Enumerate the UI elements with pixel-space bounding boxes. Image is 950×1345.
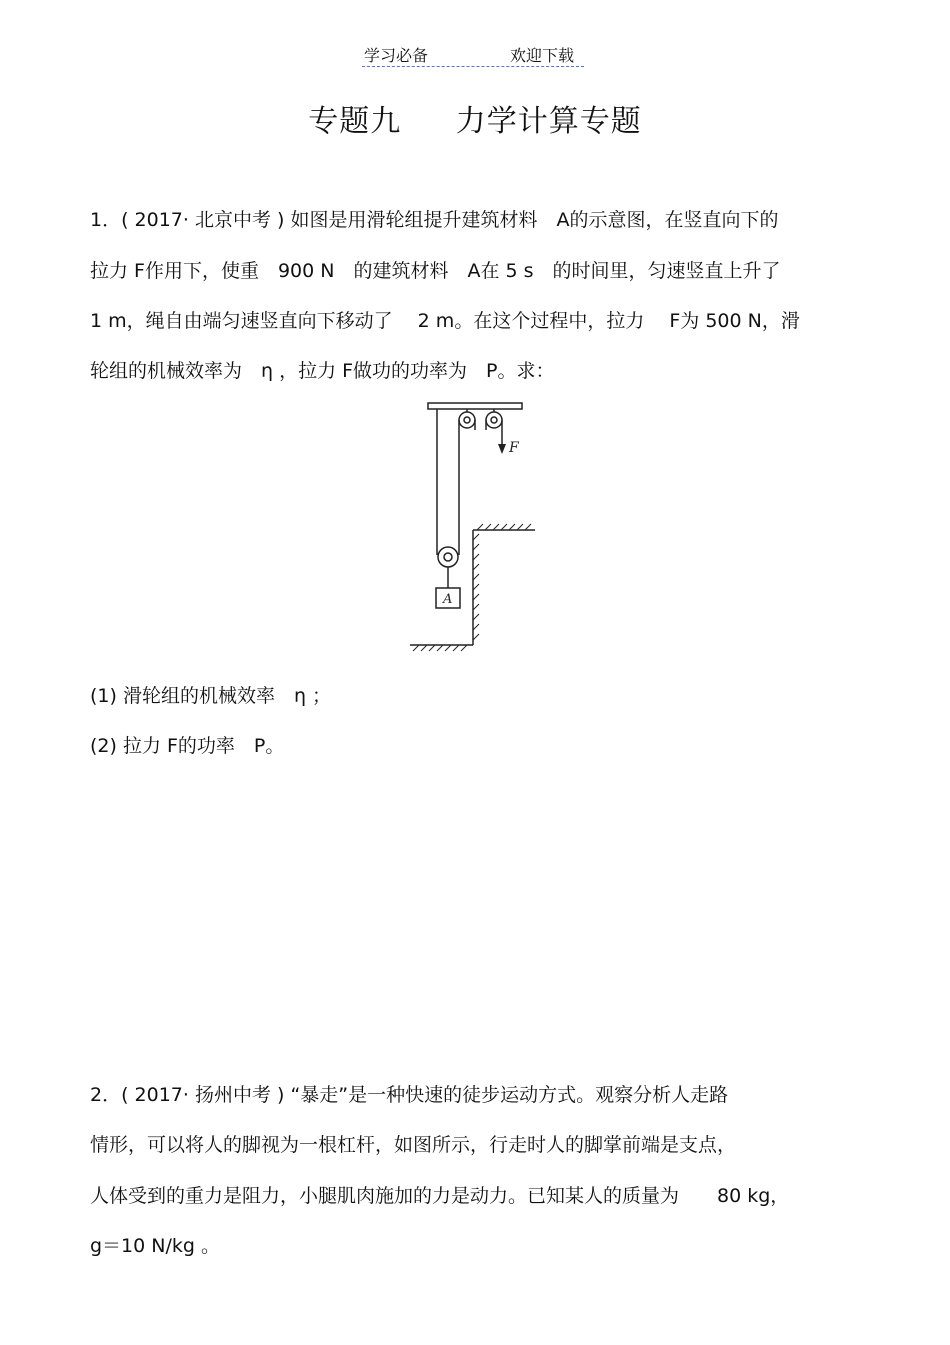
q1-line-1: 1．( 2017· 北京中考 ) 如图是用滑轮组提升建筑材料 A的示意图，在竖直向下的 xyxy=(90,209,779,231)
q2-line-3: 人体受到的重力是阻力，小腿肌肉施加的力是动力。已知某人的质量为 80 kg， xyxy=(90,1185,790,1207)
header-right-text: 欢迎下载 xyxy=(510,46,575,65)
q1-line-3: 1 m，绳自由端匀速竖直向下移动了 2 m。在这个过程中，拉力 F为 500 N，滑 xyxy=(90,310,800,332)
block-label: A xyxy=(443,592,453,607)
q2-line-1: 2．( 2017· 扬州中考 ) “暴走”是一种快速的徒步运动方式。观察分析人走路 xyxy=(90,1084,729,1106)
q1-line-4: 轮组的机械效率为 η ，拉力 F做功的功率为 P。求： xyxy=(90,360,555,382)
movable-pulley xyxy=(438,547,458,567)
fixed-pulley-2 xyxy=(486,412,502,428)
fixed-pulley-1 xyxy=(459,412,475,428)
force-label: F xyxy=(509,440,519,456)
force-arrow xyxy=(498,444,506,454)
title-part-1: 专题九 xyxy=(308,104,402,139)
ceiling-beam xyxy=(428,403,522,409)
pulley-diagram xyxy=(405,400,545,655)
q2-line-2: 情形，可以将人的脚视为一根杠杆，如图所示，行走时人的脚掌前端是支点， xyxy=(90,1134,737,1156)
title-part-2: 力学计算专题 xyxy=(455,104,642,139)
q1-sub-1: (1) 滑轮组的机械效率 η ； xyxy=(90,685,332,707)
page-title xyxy=(0,96,950,140)
header-left-text: 学习必备 xyxy=(364,46,429,65)
q1-sub-2: (2) 拉力 F的功率 P。 xyxy=(90,735,285,757)
q1-line-2: 拉力 F作用下，使重 900 N 的建筑材料 A在 5 s 的时间里，匀速竖直上升了 xyxy=(90,260,781,282)
page-header xyxy=(362,40,584,67)
q2-line-4: g＝10 N/kg 。 xyxy=(90,1235,220,1257)
